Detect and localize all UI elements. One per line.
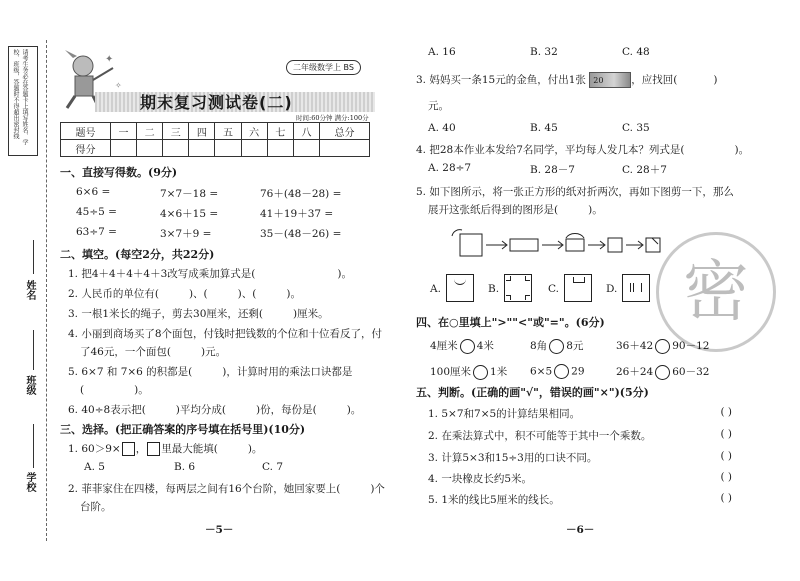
figure-option-d[interactable]	[622, 274, 650, 302]
judge-item	[428, 492, 732, 507]
judge-text: 3. 计算5×3和15÷3用的口诀不同。	[428, 452, 598, 464]
score-header-cell: 一	[110, 123, 136, 140]
score-header-cell: 五	[215, 123, 241, 140]
question-text: 3. 一根1米长的绳子，剪去30厘米，还剩(	[68, 308, 263, 320]
class-label: 班级	[24, 375, 35, 395]
figure-option-c[interactable]	[564, 274, 592, 302]
section-4-title: 四、在○里填上">""<"或"="。(6分)	[416, 316, 605, 329]
option-b[interactable]: B. 6	[174, 461, 196, 473]
seal-line	[46, 40, 47, 541]
question-text: )份，每份是(	[256, 404, 317, 416]
compare-right: 29	[571, 365, 585, 378]
compare-left: 8角	[530, 340, 548, 352]
compare-circle[interactable]	[460, 339, 475, 354]
compare-left: 26＋24	[616, 366, 654, 378]
choice-question-5: 5. 如下图所示，将一张正方形的纸对折两次，再如下图剪一下，那么	[416, 186, 734, 198]
score-header-cell: 总分	[320, 123, 370, 140]
compare-right: 1米	[490, 366, 508, 378]
page-number-right: －6－	[566, 524, 595, 536]
page-title: 期末复习测试卷(二)	[140, 93, 293, 112]
section-5-title: 五、判断。(正确的画"√"，错误的画"×")(5分)	[416, 386, 649, 399]
question-text: 2. 人民币的单位有(	[68, 288, 159, 300]
score-header-cell: 题号	[61, 123, 111, 140]
fill-question-6	[68, 402, 361, 417]
question-text: )平均分成(	[175, 404, 226, 416]
question-text: 1. 把4＋4＋4＋4＋3改写成乘加算式是(	[68, 268, 256, 280]
question-text: )、(	[188, 288, 208, 300]
option-b[interactable]: B.	[488, 283, 500, 295]
option-b[interactable]: B. 32	[530, 46, 558, 58]
question-text: 里最大能填(	[161, 443, 218, 455]
compare-circle[interactable]	[473, 365, 488, 380]
blank-box[interactable]	[147, 442, 160, 456]
compare-circle[interactable]	[655, 365, 670, 380]
fill-question-2	[68, 286, 301, 301]
judge-blank[interactable]: ( )	[720, 471, 732, 483]
compare-item	[430, 338, 494, 354]
confidential-seal: 密	[656, 232, 776, 352]
question-text: 5. 6×7 和 7×6 的积都是(	[68, 366, 193, 378]
score-header-cell: 六	[241, 123, 267, 140]
compare-item	[616, 364, 709, 380]
svg-text:✦: ✦	[105, 54, 114, 65]
compare-item	[530, 338, 583, 354]
option-c[interactable]: C.	[548, 283, 559, 295]
choice-question-5-cont	[428, 202, 603, 217]
margin-notice-box	[8, 46, 38, 156]
name-line[interactable]	[33, 240, 34, 274]
judge-text: 1. 5×7和7×5的计算结果相同。	[428, 408, 581, 420]
section-2-title: 二、填空。(每空2分，共22分)	[60, 248, 215, 261]
choice-question-4	[416, 142, 749, 157]
score-header-cell: 三	[163, 123, 189, 140]
calc-item: 41＋19＋37 =	[260, 208, 334, 220]
score-cell[interactable]	[320, 140, 370, 157]
question-text: )厘米。	[293, 308, 329, 320]
compare-left: 4厘米	[430, 340, 458, 352]
judge-blank[interactable]: ( )	[720, 406, 732, 418]
judge-item	[428, 428, 732, 443]
option-c[interactable]: C. 35	[622, 122, 650, 134]
question-text: 3. 妈妈买一条15元的金鱼，付出1张	[416, 74, 586, 86]
calc-item: 6×6 =	[76, 186, 111, 198]
school-label: 学校	[24, 472, 35, 492]
question-text: )。	[588, 204, 603, 216]
question-text: 6. 40÷8表示把(	[68, 404, 146, 416]
judge-item	[428, 406, 732, 421]
option-a[interactable]: A. 16	[428, 46, 456, 58]
calc-item: 45÷5 =	[76, 206, 117, 218]
option-d[interactable]: D.	[606, 283, 618, 295]
score-table	[60, 122, 370, 157]
fill-question-4-cont	[80, 344, 226, 359]
compare-circle[interactable]	[655, 339, 670, 354]
compare-circle[interactable]	[554, 364, 569, 379]
blank-box[interactable]	[122, 442, 135, 456]
option-c[interactable]: C. 7	[262, 461, 284, 473]
judge-text: 2. 在乘法算式中，积不可能等于其中一个乘数。	[428, 430, 652, 442]
choice-question-2-cont: 台阶。	[80, 501, 112, 513]
section-1-title: 一、直接写得数。(9分)	[60, 166, 178, 179]
calc-item: 7×7－18 =	[160, 188, 219, 200]
option-a[interactable]: A.	[430, 283, 441, 295]
option-b[interactable]: B. 45	[530, 122, 558, 134]
score-header-cell: 二	[137, 123, 163, 140]
fill-question-5-cont	[80, 382, 149, 397]
judge-item	[428, 471, 732, 486]
choice-question-3-cont: 元。	[428, 100, 449, 112]
compare-item	[430, 364, 507, 380]
question-text: 1. 60＞9×	[68, 443, 121, 455]
score-cell[interactable]	[137, 140, 163, 157]
choice-question-1	[68, 441, 262, 456]
option-c[interactable]: C. 28＋7	[622, 164, 667, 176]
name-label: 姓名	[24, 280, 35, 300]
fill-question-1	[68, 266, 352, 281]
score-header-cell: 八	[293, 123, 319, 140]
judge-blank[interactable]: ( )	[720, 450, 732, 462]
question-text: 2. 菲菲家住在四楼，每两层之间有16个台阶，她回家要上(	[68, 483, 341, 495]
compare-right: 90－12	[672, 340, 710, 352]
fill-question-3	[68, 306, 329, 321]
question-text: )。	[734, 144, 750, 156]
compare-right: 8元	[566, 340, 584, 352]
question-text: )、(	[237, 288, 257, 300]
compare-item	[616, 338, 709, 354]
calc-item: 76＋(48－28) =	[260, 188, 342, 200]
judge-blank[interactable]: ( )	[720, 428, 732, 440]
judge-item	[428, 450, 732, 465]
question-text: (	[80, 384, 85, 396]
judge-text: 4. 一块橡皮长约5米。	[428, 473, 533, 485]
page-number-left: －5－	[205, 524, 234, 536]
time-info: 时间:60分钟 满分:100分	[296, 114, 369, 122]
compare-left: 100厘米	[430, 366, 472, 378]
banknote-image	[589, 72, 631, 88]
compare-right: 60－32	[672, 366, 710, 378]
question-text: )个	[370, 483, 385, 495]
compare-circle[interactable]	[549, 339, 564, 354]
option-b[interactable]: B. 28－7	[530, 164, 575, 176]
figure-option-a[interactable]	[446, 274, 474, 302]
question-text: )	[713, 74, 718, 86]
option-a[interactable]: A. 28÷7	[428, 162, 472, 174]
option-c[interactable]: C. 48	[622, 46, 650, 58]
question-text: )。	[337, 268, 352, 280]
score-header-cell: 四	[189, 123, 215, 140]
score-cell[interactable]	[215, 140, 241, 157]
banknote-value: 20	[593, 76, 604, 85]
score-header-cell: 七	[267, 123, 293, 140]
school-line[interactable]	[33, 424, 34, 468]
compare-left: 6×5	[530, 365, 553, 378]
calc-item: 35－(48－26) =	[260, 228, 342, 240]
score-table-row	[61, 140, 370, 157]
question-text: )元。	[200, 346, 227, 358]
score-cell[interactable]	[163, 140, 189, 157]
question-text: )，计算时用的乘法口诀都是	[222, 366, 353, 378]
question-text: 展开这张纸后得到的图形是(	[428, 204, 559, 216]
score-cell[interactable]	[110, 140, 136, 157]
compare-right: 4米	[476, 340, 494, 352]
option-a[interactable]: A. 40	[428, 122, 456, 134]
margin-notice: 请考生务必在答题卡上填写姓名、学校、班级，答题时不得超出密封线	[12, 49, 28, 145]
paper-folding-diagram	[448, 226, 678, 260]
fill-question-4: 4. 小丽到商场买了8个面包，付钱时把钱数的个位和十位看反了，付	[68, 328, 383, 340]
question-text: )。	[346, 404, 362, 416]
choice-question-2	[68, 481, 385, 496]
section-3-title: 三、选择。(把正确答案的序号填在括号里)(10分)	[60, 423, 306, 436]
figure-option-b[interactable]	[504, 274, 532, 302]
question-text: )。	[286, 288, 301, 300]
compare-left: 36＋42	[616, 340, 654, 352]
choice-question-3	[416, 72, 717, 88]
class-line[interactable]	[33, 330, 34, 370]
calc-item: 3×7＋9 =	[160, 228, 212, 240]
grade-badge-text: 二年级数学上 BS	[293, 63, 354, 72]
calc-item: 63÷7 =	[76, 226, 117, 238]
score-row-label: 得分	[61, 140, 111, 157]
question-text: 4. 把28本作业本发给7名同学，平均每人发几本？列式是(	[416, 144, 685, 156]
score-cell[interactable]	[241, 140, 267, 157]
score-cell[interactable]	[293, 140, 319, 157]
question-text: ，应找回(	[631, 74, 678, 86]
option-a[interactable]: A. 5	[84, 461, 105, 473]
question-text: ，	[135, 443, 147, 455]
question-text: )。	[247, 443, 263, 455]
score-cell[interactable]	[267, 140, 293, 157]
question-text: 了46元，一个面包(	[80, 346, 171, 358]
svg-text:✧: ✧	[115, 81, 122, 90]
fill-question-5	[68, 364, 352, 379]
question-text: )。	[134, 384, 149, 396]
score-cell[interactable]	[189, 140, 215, 157]
judge-text: 5. 1米的线比5厘米的线长。	[428, 494, 560, 506]
score-table-header	[61, 123, 370, 140]
judge-blank[interactable]: ( )	[720, 492, 732, 504]
compare-item	[530, 364, 585, 379]
calc-item: 4×6＋15 =	[160, 208, 219, 220]
grade-badge	[286, 60, 361, 75]
